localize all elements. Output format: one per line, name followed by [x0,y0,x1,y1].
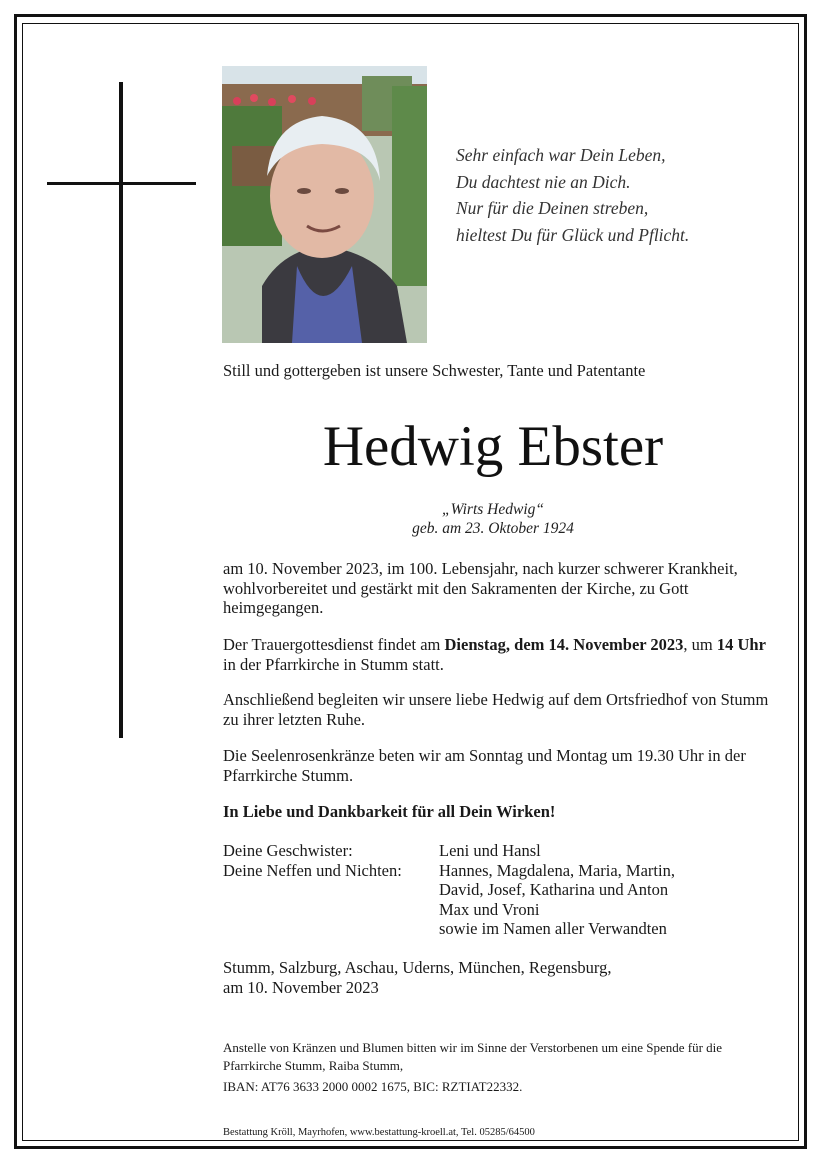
death-paragraph: am 10. November 2023, im 100. Lebensjahr, nach kurzer schwerer Krankheit, wohlvorbereitet und gestärkt mit den Sakramenten der Kirche, zu Gott heimgegangen. [223,559,738,617]
deceased-name: Hedwig Ebster [322,415,664,478]
nephews-line: David, Josef, Katharina und Anton [439,880,669,899]
nephews-line: sowie im Namen aller Verwandten [439,919,667,938]
burial-paragraph: Anschließend begleiten wir unsere liebe Hedwig auf dem Ortsfriedhof von Stumm zu ihrer letzten Ruhe. [223,690,769,729]
siblings-label: Deine Geschwister: [223,841,353,860]
poem-line: hieltest Du für Glück und Pflicht. [456,224,690,245]
intro-text: Still und gottergeben ist unsere Schwester, Tante und Patentante [223,361,646,380]
nickname: „Wirts Hedwig“ [441,501,545,518]
cross-icon-horizontal [47,182,196,185]
poem-line: Nur für die Deinen streben, [456,198,649,218]
donation-note: Anstelle von Kränzen und Blumen bitten wir im Sinne der Verstorbenen um eine Spende für die Pfarrkirche Stumm, Raiba Stumm, [223,1040,723,1073]
places: Stumm, Salzburg, Aschau, Uderns, München, Regensburg, [223,958,612,977]
place-date: am 10. November 2023 [223,977,379,997]
footer-undertaker: Bestattung Kröll, Mayrhofen, www.bestattung-kroell.at, Tel. 05285/64500 [223,1127,535,1138]
places-block [223,958,771,997]
siblings-names: Leni und Hansl [439,841,541,860]
poem-line: Du dachtest nie an Dich. [456,171,631,192]
thanks-line: In Liebe und Dankbarkeit für all Dein Wirken! [223,802,556,821]
service-mid: , um [683,635,717,654]
family-list [223,841,675,939]
nephews-line: Hannes, Magdalena, Maria, Martin, [439,860,675,880]
cross-icon-vertical [119,82,123,738]
service-time: 14 Uhr [716,635,766,654]
poem-line: Sehr einfach war Dein Leben, [456,145,666,165]
subname-block [223,500,763,538]
poem [456,142,689,248]
nephews-line: Max und Vroni [439,899,540,919]
birth-date: geb. am 23. Oktober 1924 [412,520,574,537]
service-suffix: in der Pfarrkirche in Stumm statt. [223,654,444,674]
service-prefix: Der Trauergottesdienst findet am [223,635,445,654]
service-date: Dienstag, dem 14. November 2023 [444,635,684,654]
rosary-paragraph: Die Seelenrosenkränze beten wir am Sonntag und Montag um 19.30 Uhr in der Pfarrkirche Stumm. [223,746,746,785]
iban-line: IBAN: AT76 3633 2000 0002 1675, BIC: RZTIAT22332. [223,1079,523,1094]
nephews-label: Deine Neffen und Nichten: [223,860,402,880]
portrait-photo [222,66,427,343]
service-paragraph [223,635,771,674]
